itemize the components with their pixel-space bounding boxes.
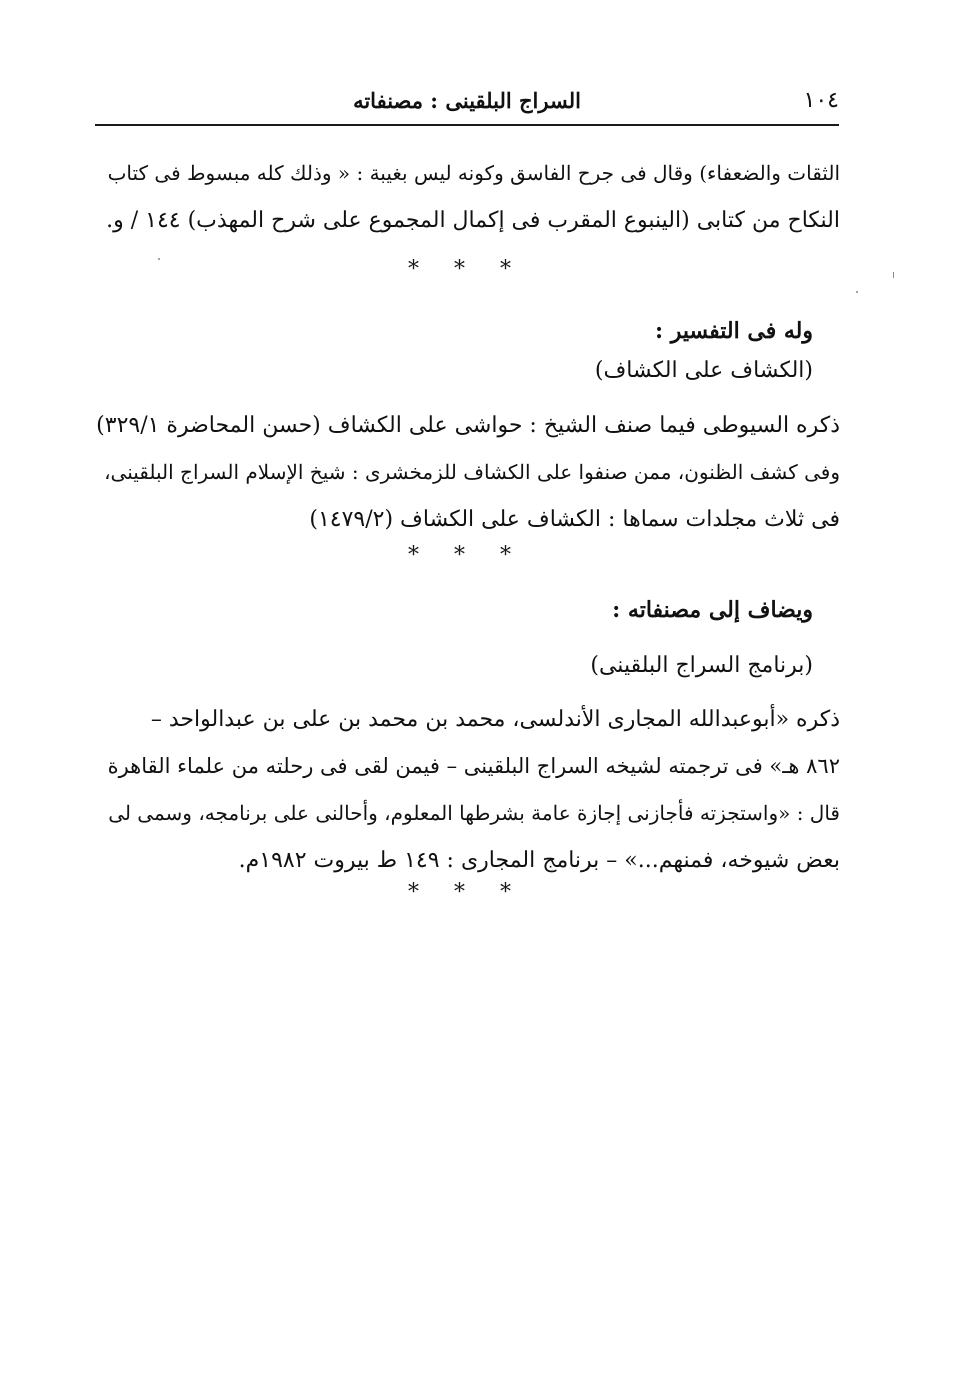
scan-speck — [856, 291, 858, 293]
section-heading-additions: ويضاف إلى مصنفاته : — [612, 597, 813, 623]
scan-speck — [893, 272, 894, 278]
text-line: ذكره «أبوعبدالله المجارى الأندلسى، محمد بن محمد بن على بن عبدالواحد – — [150, 707, 840, 732]
text-line: الثقات والضعفاء) وقال فى جرح الفاسق وكونه ليس بغيبة : « وذلك كله مبسوط فى كتاب — [107, 161, 840, 185]
scan-speck — [158, 258, 160, 260]
page-number: ١٠٤ — [803, 88, 839, 113]
section-heading-tafsir: وله فى التفسير : — [654, 318, 813, 344]
running-title: السراج البلقينى : مصنفاته — [353, 88, 581, 113]
section-separator: * * * — [408, 543, 525, 568]
text-line: ذكره السيوطى فيما صنف الشيخ : حواشى على الكشاف (حسن المحاضرة ٣٢٩/١) — [96, 413, 840, 438]
text-line: ٨٦٢ هـ» فى ترجمته لشيخه السراج البلقينى – فيمن لقى فى رحلته من علماء القاهرة — [107, 754, 840, 778]
book-title-barnamaj: (برنامج السراج البلقينى) — [590, 653, 813, 678]
text-line: فى ثلاث مجلدات سماها : الكشاف على الكشاف (١٤٧٩/٢) — [309, 507, 840, 532]
running-header — [95, 84, 839, 126]
paragraph-kashshaf — [95, 402, 840, 543]
section-separator: * * * — [408, 880, 525, 905]
text-line: النكاح من كتابى (الينبوع المقرب فى إكمال المجموع على شرح المهذب) ١٤٤ / و. — [106, 208, 840, 233]
text-line: وفى كشف الظنون، ممن صنفوا على الكشاف للزمخشرى : شيخ الإسلام السراج البلقينى، — [104, 460, 840, 484]
section-separator: * * * — [408, 257, 525, 282]
text-line: بعض شيوخه، فمنهم...» – برنامج المجارى : ١٤٩ ط بيروت ١٩٨٢م. — [238, 848, 840, 873]
text-line: قال : «واستجزته فأجازنى إجازة عامة بشرطها المعلوم، وأحالنى على برنامجه، وسمى لى — [108, 801, 840, 825]
paragraph-continuation — [95, 150, 840, 244]
book-title-kashshaf: (الكشاف على الكشاف) — [594, 358, 813, 383]
paragraph-barnamaj — [95, 696, 840, 884]
